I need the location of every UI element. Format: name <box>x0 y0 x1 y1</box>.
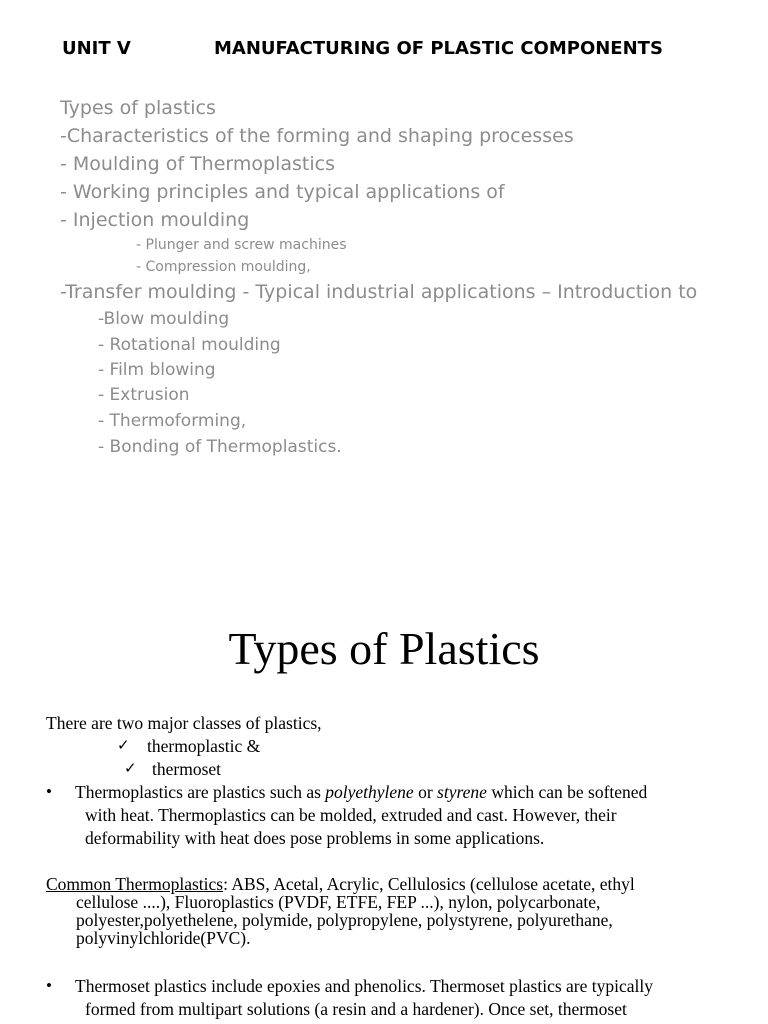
topic-subitem: - Compression moulding, <box>136 259 311 275</box>
topic-item: -Transfer moulding - Typical industrial applications – Introduction to <box>60 281 698 303</box>
topic-item: - Injection moulding <box>60 209 250 231</box>
class-item: thermoplastic & <box>147 736 261 756</box>
bullet-icon: • <box>46 976 52 995</box>
topic-subitem: - Plunger and screw machines <box>136 237 347 253</box>
topic-item: Types of plastics <box>60 97 216 119</box>
unit-heading: MANUFACTURING OF PLASTIC COMPONENTS <box>214 38 663 59</box>
topic-subitem: - Film blowing <box>98 360 216 380</box>
checkmark-icon: ✓ <box>124 759 137 777</box>
thermoplastics-paragraph: Thermoplastics are plastics such as polyethylene or styrene which can be softened with heat. Thermoplastics can be molded, extruded and cast. However, their deformability with heat does pose problems in some applications. <box>75 782 648 848</box>
unit-label: UNIT V <box>62 38 131 59</box>
topic-item: - Working principles and typical applications of <box>60 181 505 203</box>
bullet-icon: • <box>46 782 52 801</box>
intro-text: There are two major classes of plastics, <box>46 713 322 733</box>
class-item: thermoset <box>152 759 222 779</box>
checkmark-icon: ✓ <box>117 736 130 754</box>
topic-subitem: - Extrusion <box>98 385 190 405</box>
topic-subitem: - Bonding of Thermoplastics. <box>98 437 342 457</box>
common-thermoplastics-paragraph: Common Thermoplastics: ABS, Acetal, Acrylic, Cellulosics (cellulose acetate, ethyl cellulose ....), Fluoroplastics (PVDF, ETFE, FEP ...), nylon, polycarbonate, polyester,polyethelene, polymide, polypropylene, polystyrene, polyurethane, polyvinylchloride(PVC). <box>46 874 635 948</box>
thermoset-paragraph: Thermoset plastics include epoxies and phenolics. Thermoset plastics are typically formed from multipart solutions (a resin and a hardener). Once set, thermoset <box>75 976 653 1019</box>
topic-item: - Moulding of Thermoplastics <box>60 153 335 175</box>
slide-title: Types of Plastics <box>228 623 540 674</box>
topic-subitem: -Blow moulding <box>98 309 230 329</box>
topic-subitem: - Rotational moulding <box>98 335 281 355</box>
slide-types-of-plastics <box>0 560 768 1024</box>
topic-item: -Characteristics of the forming and shaping processes <box>60 125 574 147</box>
topic-subitem: - Thermoforming, <box>98 411 247 431</box>
